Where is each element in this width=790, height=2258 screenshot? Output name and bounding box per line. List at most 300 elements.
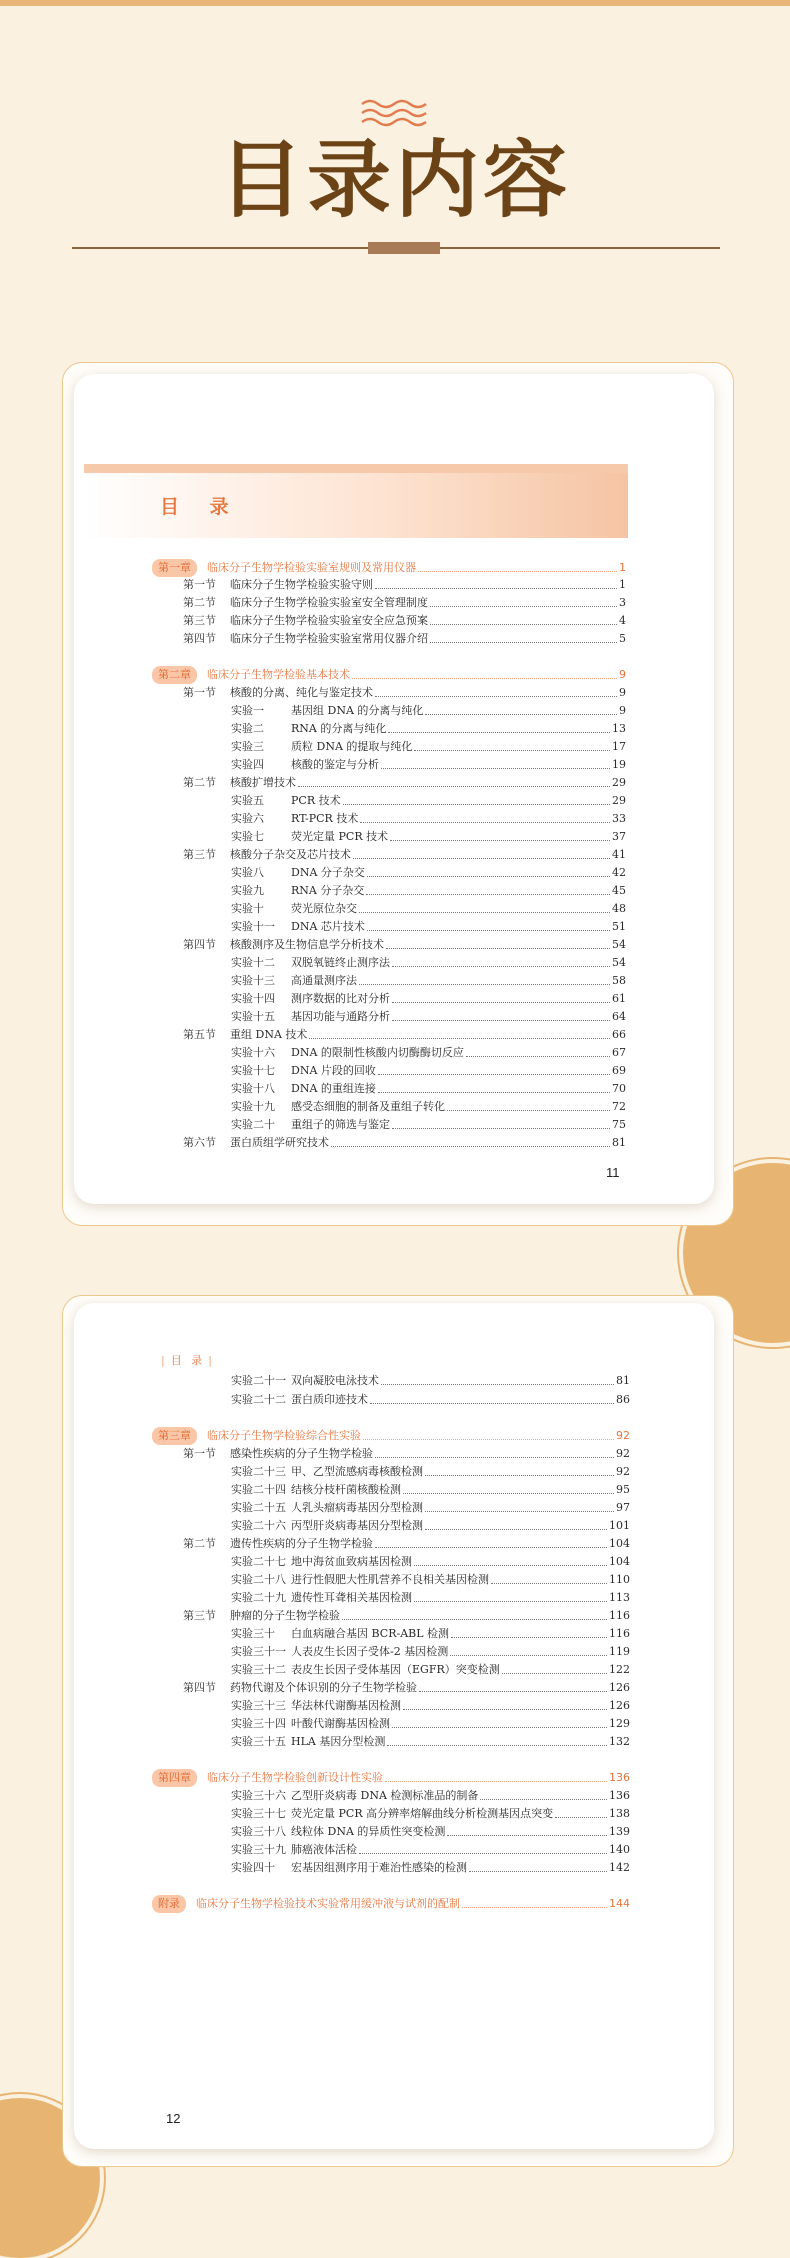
toc-entry-exp[interactable] xyxy=(231,756,626,774)
toc-entry-exp[interactable] xyxy=(231,1823,630,1841)
dot-leader xyxy=(366,894,610,895)
toc-entry-label: 实验八 xyxy=(231,866,264,879)
toc-entry-exp[interactable] xyxy=(231,1643,630,1661)
dot-leader xyxy=(430,642,617,643)
toc-entry-exp[interactable] xyxy=(231,1787,630,1805)
toc-entry-page: 66 xyxy=(612,1028,626,1041)
toc-entry-exp[interactable] xyxy=(231,864,626,882)
toc-entry-section[interactable] xyxy=(183,630,626,648)
toc-entry-exp[interactable] xyxy=(231,1008,626,1026)
toc-entry-label: 第三节 xyxy=(183,848,216,861)
toc-entry-label: 实验十一 xyxy=(231,920,275,933)
toc-entry-title: DNA 分子杂交 xyxy=(291,866,365,879)
toc-entry-page: 75 xyxy=(612,1118,626,1131)
toc-entry-section[interactable] xyxy=(183,936,626,954)
dot-leader xyxy=(447,1835,607,1836)
toc-entry-title: RNA 分子杂交 xyxy=(291,884,365,897)
toc-entry-title: 核酸扩增技术 xyxy=(230,776,296,789)
toc-entry-page: 1 xyxy=(619,578,626,591)
toc-entry-title: 高通量测序法 xyxy=(291,974,357,987)
toc-entry-page: 58 xyxy=(612,974,626,987)
toc-entry-title: 荧光定量 PCR 高分辨率熔解曲线分析检测基因点突变 xyxy=(291,1807,554,1820)
dot-leader xyxy=(353,858,610,859)
toc-entry-label: 实验二十八 xyxy=(231,1573,286,1586)
dot-leader xyxy=(359,984,610,985)
dot-leader xyxy=(425,1529,607,1530)
dot-leader xyxy=(378,1074,610,1075)
top-accent-bar xyxy=(0,0,790,6)
toc-entry-page: 33 xyxy=(612,812,626,825)
toc-entry-exp[interactable] xyxy=(231,1391,630,1409)
toc-entry-page: 144 xyxy=(609,1897,630,1910)
toc-entry-exp[interactable] xyxy=(231,1499,630,1517)
dot-leader xyxy=(392,1727,607,1728)
toc-entry-title: 感受态细胞的制备及重组子转化 xyxy=(291,1100,445,1113)
toc-entry-exp[interactable] xyxy=(231,810,626,828)
toc-entry-exp[interactable] xyxy=(231,990,626,1008)
toc-entry-label: 实验二十三 xyxy=(231,1465,286,1478)
toc-entry-exp[interactable] xyxy=(231,738,626,756)
dot-leader xyxy=(359,1853,607,1854)
toc-entry-label: 第三节 xyxy=(183,1609,216,1622)
title-divider-block xyxy=(368,242,440,254)
toc-entry-label: 实验二十九 xyxy=(231,1591,286,1604)
toc-entry-label: 第四节 xyxy=(183,632,216,645)
toc-entry-page: 116 xyxy=(609,1627,630,1640)
toc-entry-page: 41 xyxy=(612,848,626,861)
dot-leader xyxy=(367,930,610,931)
toc-entry-title: 宏基因组测序用于难治性感染的检测 xyxy=(291,1861,467,1874)
toc-entry-exp[interactable] xyxy=(231,954,626,972)
toc-entry-page: 72 xyxy=(612,1100,626,1113)
toc-entry-exp[interactable] xyxy=(231,1116,626,1134)
toc-entry-title: DNA 片段的回收 xyxy=(291,1064,376,1077)
dot-leader xyxy=(447,1110,610,1111)
toc-entry-title: 药物代谢及个体识别的分子生物学检验 xyxy=(230,1681,417,1694)
dot-leader xyxy=(370,1403,614,1404)
toc-entry-page: 9 xyxy=(619,704,626,717)
toc-entry-page: 51 xyxy=(612,920,626,933)
toc-entry-exp[interactable] xyxy=(231,1553,630,1571)
toc-entry-title: 双脱氧链终止测序法 xyxy=(291,956,390,969)
dot-leader xyxy=(378,1092,610,1093)
toc-entry-label: 第一章 xyxy=(152,559,197,577)
toc-entry-section[interactable] xyxy=(183,1134,626,1152)
toc-entry-title: 质粒 DNA 的提取与纯化 xyxy=(291,740,413,753)
toc-entry-page: 67 xyxy=(612,1046,626,1059)
toc-entry-section[interactable] xyxy=(183,1679,630,1697)
toc-entry-section[interactable] xyxy=(183,1445,630,1463)
toc-entry-exp[interactable] xyxy=(231,828,626,846)
toc-entry-section[interactable] xyxy=(183,1535,630,1553)
dot-leader xyxy=(418,571,617,572)
toc-entry-label: 实验十五 xyxy=(231,1010,275,1023)
toc-entry-label: 实验十九 xyxy=(231,1100,275,1113)
toc-entry-page: 139 xyxy=(609,1825,630,1838)
toc-entry-chapter[interactable] xyxy=(152,1895,630,1913)
toc-entry-title: 乙型肝炎病毒 DNA 检测标准品的制备 xyxy=(291,1789,479,1802)
dot-leader xyxy=(388,732,610,733)
toc-entry-label: 实验二十二 xyxy=(231,1393,286,1406)
toc-entry-page: 97 xyxy=(616,1501,630,1514)
toc-entry-title: 临床分子生物学检验实验室常用仪器介绍 xyxy=(230,632,428,645)
toc-entry-exp[interactable] xyxy=(231,1733,630,1751)
toc-entry-exp[interactable] xyxy=(231,1062,626,1080)
toc-entry-page: 17 xyxy=(612,740,626,753)
toc-entry-page: 86 xyxy=(616,1393,630,1406)
dot-leader xyxy=(342,1619,607,1620)
dot-leader xyxy=(451,1637,607,1638)
toc-entry-page: 54 xyxy=(612,956,626,969)
toc-entry-page: 92 xyxy=(616,1447,630,1460)
toc-entry-label: 实验五 xyxy=(231,794,264,807)
toc-entry-label: 实验十四 xyxy=(231,992,275,1005)
toc-entry-label: 实验二十六 xyxy=(231,1519,286,1532)
toc-entry-label: 实验九 xyxy=(231,884,264,897)
dot-leader xyxy=(363,1439,614,1440)
toc-entry-exp[interactable] xyxy=(231,792,626,810)
toc-entry-label: 实验三十一 xyxy=(231,1645,286,1658)
toc-entry-title: 人表皮生长因子受体-2 基因检测 xyxy=(291,1645,449,1658)
dot-leader xyxy=(381,768,610,769)
toc-entry-exp[interactable] xyxy=(231,882,626,900)
dot-leader xyxy=(387,1745,607,1746)
dot-leader xyxy=(430,606,617,607)
toc-entry-page: 69 xyxy=(612,1064,626,1077)
toc-entry-exp[interactable] xyxy=(231,1859,630,1877)
toc-entry-exp[interactable] xyxy=(231,1661,630,1679)
toc-entry-label: 实验二十五 xyxy=(231,1501,286,1514)
toc-entry-label: 实验三十二 xyxy=(231,1663,286,1676)
toc-entry-title: HLA 基因分型检测 xyxy=(291,1735,386,1748)
page-number: 12 xyxy=(166,2111,181,2126)
toc-entry-label: 实验二十 xyxy=(231,1118,275,1131)
toc-entry-title: 核酸测序及生物信息学分析技术 xyxy=(230,938,384,951)
toc-entry-section[interactable] xyxy=(183,774,626,792)
dot-leader xyxy=(403,1709,607,1710)
toc-entry-label: 第三节 xyxy=(183,614,216,627)
toc-entry-title: 丙型肝炎病毒基因分型检测 xyxy=(291,1519,423,1532)
dot-leader xyxy=(425,714,617,715)
toc-entry-title: 重组 DNA 技术 xyxy=(230,1028,308,1041)
toc-entry-title: 测序数据的比对分析 xyxy=(291,992,390,1005)
toc-entry-chapter[interactable] xyxy=(152,1769,630,1787)
toc-entry-title: 遗传性耳聋相关基因检测 xyxy=(291,1591,412,1604)
dot-leader xyxy=(381,1384,614,1385)
toc-entry-exp[interactable] xyxy=(231,1589,630,1607)
toc-entry-title: 基因功能与通路分析 xyxy=(291,1010,390,1023)
toc-entry-title: PCR 技术 xyxy=(291,794,341,807)
toc-entry-label: 实验四十 xyxy=(231,1861,275,1874)
toc-entry-page: 48 xyxy=(612,902,626,915)
toc-entry-page: 132 xyxy=(609,1735,630,1748)
toc-entry-title: DNA 芯片技术 xyxy=(291,920,365,933)
toc-entry-page: 19 xyxy=(612,758,626,771)
toc-entry-label: 实验十三 xyxy=(231,974,275,987)
toc-entry-label: 实验三十四 xyxy=(231,1717,286,1730)
toc-entry-title: 感染性疾病的分子生物学检验 xyxy=(230,1447,373,1460)
toc-entry-chapter[interactable] xyxy=(152,559,626,577)
dot-leader xyxy=(392,1020,610,1021)
toc-entry-label: 实验三十五 xyxy=(231,1735,286,1748)
running-head-label: 目 录 xyxy=(170,1354,206,1367)
dot-leader xyxy=(502,1673,607,1674)
dot-leader xyxy=(359,912,610,913)
toc-entry-exp[interactable] xyxy=(231,972,626,990)
toc-entry-page: 9 xyxy=(619,668,626,681)
toc-entry-label: 第二节 xyxy=(183,596,216,609)
dot-leader xyxy=(375,1547,607,1548)
toc-entry-label: 实验十二 xyxy=(231,956,275,969)
toc-entry-page: 101 xyxy=(609,1519,630,1532)
toc-entry-label: 实验三 xyxy=(231,740,264,753)
dot-leader xyxy=(352,678,617,679)
dot-leader xyxy=(309,1038,610,1039)
toc-entry-label: 实验三十六 xyxy=(231,1789,286,1802)
toc-entry-exp[interactable] xyxy=(231,1372,630,1390)
toc-entry-label: 实验二十一 xyxy=(231,1374,286,1387)
toc-entry-page: 122 xyxy=(609,1663,630,1676)
dot-leader xyxy=(480,1799,607,1800)
toc-entry-title: 临床分子生物学检验实验室安全应急预案 xyxy=(230,614,428,627)
toc-entry-page: 116 xyxy=(609,1609,630,1622)
toc-entry-label: 实验一 xyxy=(231,704,264,717)
toc-entry-page: 42 xyxy=(612,866,626,879)
toc-entry-exp[interactable] xyxy=(231,1098,626,1116)
toc-entry-page: 136 xyxy=(609,1789,630,1802)
dot-leader xyxy=(491,1583,607,1584)
toc-entry-page: 110 xyxy=(609,1573,630,1586)
toc-entry-title: 地中海贫血致病基因检测 xyxy=(291,1555,412,1568)
toc-entry-section[interactable] xyxy=(183,594,626,612)
toc-entry-label: 第三章 xyxy=(152,1427,197,1445)
dot-leader xyxy=(414,1565,607,1566)
dot-leader xyxy=(469,1871,607,1872)
toc-entry-title: 叶酸代谢酶基因检测 xyxy=(291,1717,390,1730)
toc-entry-exp[interactable] xyxy=(231,720,626,738)
toc-entry-page: 29 xyxy=(612,776,626,789)
toc-entry-title: 临床分子生物学检验实验室规则及常用仪器 xyxy=(207,561,416,574)
toc-entry-label: 实验二十七 xyxy=(231,1555,286,1568)
dot-leader xyxy=(430,624,617,625)
dot-leader xyxy=(466,1056,610,1057)
toc-entry-section[interactable] xyxy=(183,1026,626,1044)
toc-entry-title: 临床分子生物学检验基本技术 xyxy=(207,668,350,681)
toc-entry-exp[interactable] xyxy=(231,1080,626,1098)
toc-entry-page: 104 xyxy=(609,1555,630,1568)
toc-entry-page: 92 xyxy=(616,1429,630,1442)
toc-entry-page: 37 xyxy=(612,830,626,843)
toc-entry-section[interactable] xyxy=(183,1607,630,1625)
toc-entry-title: 核酸分子杂交及芯片技术 xyxy=(230,848,351,861)
toc-entry-label: 第二节 xyxy=(183,776,216,789)
dot-leader xyxy=(367,876,610,877)
toc-entry-label: 第一节 xyxy=(183,686,216,699)
toc-entry-page: 64 xyxy=(612,1010,626,1023)
toc-entry-title: DNA 的重组连接 xyxy=(291,1082,376,1095)
dot-leader xyxy=(331,1146,610,1147)
toc-entry-page: 104 xyxy=(609,1537,630,1550)
toc-entry-page: 140 xyxy=(609,1843,630,1856)
toc-entry-title: 人乳头瘤病毒基因分型检测 xyxy=(291,1501,423,1514)
toc-entry-label: 第五节 xyxy=(183,1028,216,1041)
toc-entry-title: 双向凝胶电泳技术 xyxy=(291,1374,379,1387)
dot-leader xyxy=(390,840,610,841)
toc-entry-page: 142 xyxy=(609,1861,630,1874)
toc-entry-label: 实验二十四 xyxy=(231,1483,286,1496)
toc-entry-label: 实验三十三 xyxy=(231,1699,286,1712)
toc-entry-page: 126 xyxy=(609,1699,630,1712)
dot-leader xyxy=(375,588,617,589)
toc-entry-label: 附录 xyxy=(152,1895,186,1913)
dot-leader xyxy=(425,1475,614,1476)
toc-entry-section[interactable] xyxy=(183,846,626,864)
toc-entry-title: 肺癌液体活检 xyxy=(291,1843,357,1856)
toc-entry-page: 92 xyxy=(616,1465,630,1478)
toc-entry-label: 实验三十七 xyxy=(231,1807,286,1820)
toc-entry-page: 136 xyxy=(609,1771,630,1784)
toc-entry-title: 临床分子生物学检验创新设计性实验 xyxy=(207,1771,383,1784)
toc-title: 目 录 xyxy=(160,496,241,518)
toc-entry-label: 实验十 xyxy=(231,902,264,915)
toc-entry-title: 临床分子生物学检验实验室安全管理制度 xyxy=(230,596,428,609)
toc-entry-page: 54 xyxy=(612,938,626,951)
toc-entry-label: 实验十七 xyxy=(231,1064,275,1077)
toc-entry-title: 华法林代谢酶基因检测 xyxy=(291,1699,401,1712)
toc-entry-label: 第四章 xyxy=(152,1769,197,1787)
dot-leader xyxy=(450,1655,607,1656)
toc-entry-title: 荧光定量 PCR 技术 xyxy=(291,830,389,843)
toc-entry-exp[interactable] xyxy=(231,1463,630,1481)
toc-entry-title: 表皮生长因子受体基因（EGFR）突变检测 xyxy=(291,1663,500,1676)
toc-entry-label: 第六节 xyxy=(183,1136,216,1149)
toc-entry-title: DNA 的限制性核酸内切酶酶切反应 xyxy=(291,1046,464,1059)
dot-leader xyxy=(425,1511,614,1512)
dot-leader xyxy=(414,750,610,751)
toc-entry-page: 4 xyxy=(619,614,626,627)
dot-leader xyxy=(403,1493,614,1494)
toc-entry-page: 95 xyxy=(616,1483,630,1496)
toc-entry-chapter[interactable] xyxy=(152,1427,630,1445)
toc-entry-page: 45 xyxy=(612,884,626,897)
toc-entry-page: 9 xyxy=(619,686,626,699)
toc-entry-exp[interactable] xyxy=(231,1715,630,1733)
toc-entry-title: 临床分子生物学检验技术实验常用缓冲液与试剂的配制 xyxy=(196,1897,460,1910)
dot-leader xyxy=(298,786,610,787)
toc-entry-exp[interactable] xyxy=(231,918,626,936)
toc-entry-label: 实验十八 xyxy=(231,1082,275,1095)
toc-entry-chapter[interactable] xyxy=(152,666,626,684)
toc-entry-page: 13 xyxy=(612,722,626,735)
toc-entry-exp[interactable] xyxy=(231,1044,626,1062)
toc-entry-page: 126 xyxy=(609,1681,630,1694)
toc-entry-label: 实验三十八 xyxy=(231,1825,286,1838)
toc-entry-exp[interactable] xyxy=(231,900,626,918)
toc-entry-title: 重组子的筛选与鉴定 xyxy=(291,1118,390,1131)
dot-leader xyxy=(360,822,610,823)
toc-entry-title: 线粒体 DNA 的异质性突变检测 xyxy=(291,1825,446,1838)
toc-entry-label: 实验七 xyxy=(231,830,264,843)
toc-entry-page: 1 xyxy=(619,561,626,574)
toc-entry-label: 第二节 xyxy=(183,1537,216,1550)
dot-leader xyxy=(462,1907,607,1908)
toc-entry-title: RNA 的分离与纯化 xyxy=(291,722,387,735)
toc-entry-title: 肿瘤的分子生物学检验 xyxy=(230,1609,340,1622)
toc-entry-page: 113 xyxy=(609,1591,630,1604)
toc-entry-title: 核酸的鉴定与分析 xyxy=(291,758,379,771)
dot-leader xyxy=(343,804,610,805)
toc-entry-title: 甲、乙型流感病毒核酸检测 xyxy=(291,1465,423,1478)
toc-entry-label: 实验二 xyxy=(231,722,264,735)
toc-entry-page: 29 xyxy=(612,794,626,807)
toc-entry-title: 蛋白质组学研究技术 xyxy=(230,1136,329,1149)
toc-entry-label: 第四节 xyxy=(183,938,216,951)
toc-entry-exp[interactable] xyxy=(231,702,626,720)
toc-entry-page: 81 xyxy=(616,1374,630,1387)
dot-leader xyxy=(392,966,610,967)
toc-entry-title: 进行性假肥大性肌营养不良相关基因检测 xyxy=(291,1573,489,1586)
toc-entry-label: 实验三十九 xyxy=(231,1843,286,1856)
toc-entry-page: 61 xyxy=(612,992,626,1005)
toc-entry-section[interactable] xyxy=(183,612,626,630)
toc-entry-page: 5 xyxy=(619,632,626,645)
toc-entry-label: 实验六 xyxy=(231,812,264,825)
toc-entry-exp[interactable] xyxy=(231,1625,630,1643)
toc-entry-title: 荧光原位杂交 xyxy=(291,902,357,915)
toc-entry-title: 蛋白质印迹技术 xyxy=(291,1393,368,1406)
toc-entry-exp[interactable] xyxy=(231,1697,630,1715)
toc-entry-label: 第一节 xyxy=(183,1447,216,1460)
dot-leader xyxy=(555,1817,607,1818)
toc-entry-title: 临床分子生物学检验实验守则 xyxy=(230,578,373,591)
dot-leader xyxy=(392,1128,610,1129)
wave-ornament-icon xyxy=(360,98,430,128)
toc-entry-label: 实验四 xyxy=(231,758,264,771)
toc-entry-exp[interactable] xyxy=(231,1517,630,1535)
toc-entry-section[interactable] xyxy=(183,684,626,702)
toc-entry-label: 实验三十 xyxy=(231,1627,275,1640)
toc-entry-label: 第二章 xyxy=(152,666,197,684)
toc-entry-exp[interactable] xyxy=(231,1571,630,1589)
toc-entry-page: 119 xyxy=(609,1645,630,1658)
dot-leader xyxy=(375,696,617,697)
toc-entry-title: 遗传性疾病的分子生物学检验 xyxy=(230,1537,373,1550)
toc-entry-exp[interactable] xyxy=(231,1481,630,1499)
toc-entry-exp[interactable] xyxy=(231,1841,630,1859)
toc-entry-label: 第一节 xyxy=(183,578,216,591)
toc-entry-title: 结核分枝杆菌核酸检测 xyxy=(291,1483,401,1496)
toc-entry-label: 实验十六 xyxy=(231,1046,275,1059)
toc-entry-title: 临床分子生物学检验综合性实验 xyxy=(207,1429,361,1442)
dot-leader xyxy=(392,1002,610,1003)
dot-leader xyxy=(385,1781,607,1782)
toc-entry-exp[interactable] xyxy=(231,1805,630,1823)
toc-entry-page: 81 xyxy=(612,1136,626,1149)
page-title: 目录内容 xyxy=(218,130,571,229)
page-number: 11 xyxy=(606,1165,620,1180)
toc-entry-title: 核酸的分离、纯化与鉴定技术 xyxy=(230,686,373,699)
toc-entry-page: 138 xyxy=(609,1807,630,1820)
toc-entry-title: 白血病融合基因 BCR-ABL 检测 xyxy=(291,1627,450,1640)
toc-entry-title: 基因组 DNA 的分离与纯化 xyxy=(291,704,424,717)
running-head: | 目 录 | xyxy=(161,1354,215,1367)
toc-entry-section[interactable] xyxy=(183,576,626,594)
toc-entry-page: 129 xyxy=(609,1717,630,1730)
toc-entry-label: 第四节 xyxy=(183,1681,216,1694)
toc-entry-page: 3 xyxy=(619,596,626,609)
dot-leader xyxy=(375,1457,614,1458)
dot-leader xyxy=(414,1601,607,1602)
